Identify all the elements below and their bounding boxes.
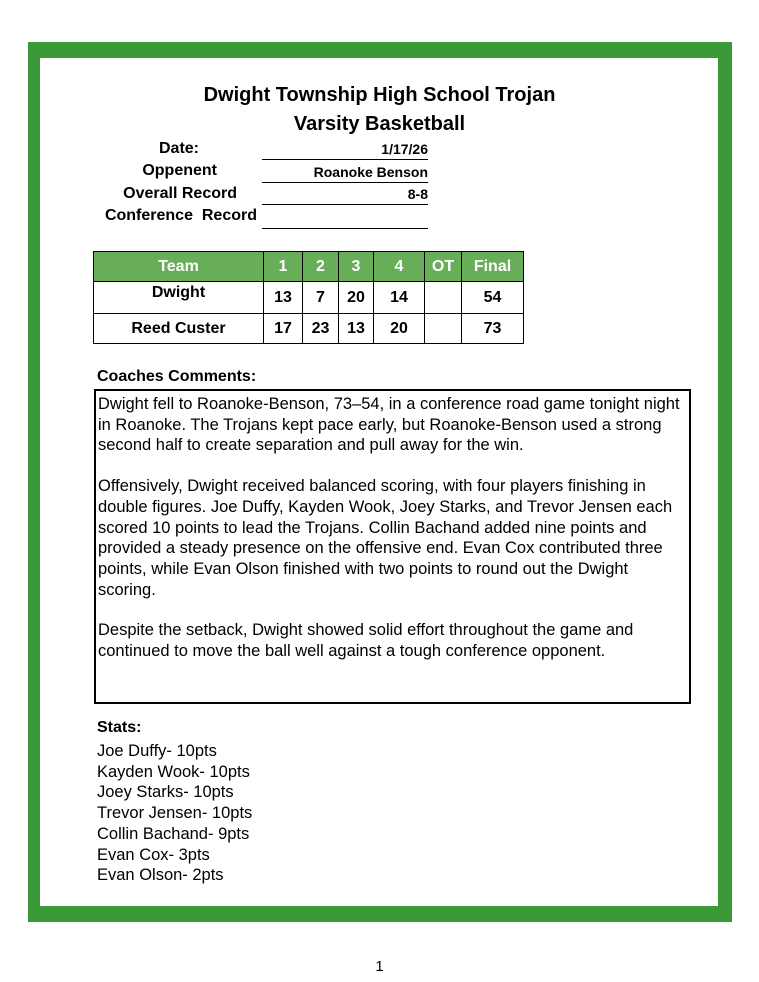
score-q3: 13	[339, 314, 374, 344]
score-final: 73	[462, 314, 524, 344]
title-line-2: Varsity Basketball	[293, 113, 466, 135]
overall-record-label: Overall Record	[123, 185, 237, 202]
overall-record-value: 8-8	[262, 184, 428, 205]
header-final: Final	[462, 252, 524, 282]
stats-list	[97, 741, 252, 886]
team-name: Dwight	[94, 282, 264, 314]
list-item: Joey Starks- 10pts	[97, 783, 234, 802]
title-line-1: Dwight Township High School Trojan	[203, 84, 556, 106]
header-q3: 3	[339, 252, 374, 282]
score-q1: 17	[264, 314, 303, 344]
scoreboard-header-row	[94, 252, 524, 282]
stats-heading: Stats:	[97, 719, 142, 736]
list-item: Kayden Wook- 10pts	[97, 762, 250, 781]
comments-box	[94, 389, 691, 704]
comments-heading: Coaches Comments:	[97, 368, 257, 385]
score-q2: 23	[303, 314, 339, 344]
score-q4: 14	[374, 282, 425, 314]
team-name: Reed Custer	[94, 314, 264, 344]
page-number: 1	[375, 958, 384, 975]
header-q2: 2	[303, 252, 339, 282]
scoreboard-table	[93, 251, 524, 344]
conference-record-label: Conference Record	[104, 207, 257, 224]
conference-record-value	[262, 208, 428, 229]
header-q1: 1	[264, 252, 303, 282]
comment-paragraph: Despite the setback, Dwight showed solid effort throughout the game and continued to move the ball well against a tough conference opponent.	[98, 621, 634, 661]
score-q3: 20	[339, 282, 374, 314]
list-item: Evan Cox- 3pts	[97, 845, 210, 864]
date-label: Date:	[158, 140, 199, 157]
header-team: Team	[94, 252, 264, 282]
comment-paragraph: Dwight fell to Roanoke-Benson, 73–54, in a conference road game tonight night in Roanoke. The Trojans kept pace early, but Roanoke-Benson used a strong second half to create separation and pull away for the win.	[98, 395, 680, 455]
score-q1: 13	[264, 282, 303, 314]
opponent-label: Oppenent	[142, 162, 217, 179]
score-ot	[425, 314, 462, 344]
header-q4: 4	[374, 252, 425, 282]
list-item: Joe Duffy- 10pts	[97, 742, 217, 760]
score-ot	[425, 282, 462, 314]
list-item: Evan Olson- 2pts	[97, 866, 224, 885]
list-item: Collin Bachand- 9pts	[97, 824, 250, 843]
header-ot: OT	[425, 252, 462, 282]
document-title	[0, 81, 759, 139]
table-row	[94, 314, 524, 344]
date-value: 1/17/26	[262, 139, 428, 160]
score-final: 54	[462, 282, 524, 314]
comment-paragraph: Offensively, Dwight received balanced scoring, with four players finishing in double figures. Joe Duffy, Kayden Wook, Joey Starks, and Trevor Jensen each scored 10 points to lead the Trojans. Collin Bachand added nine points and provided a steady presence on the offensive end. Evan Cox contributed three points, while Evan Olson finished with two points to round out the Dwight scoring.	[98, 477, 673, 599]
score-q2: 7	[303, 282, 339, 314]
score-q4: 20	[374, 314, 425, 344]
table-row	[94, 282, 524, 314]
opponent-value: Roanoke Benson	[262, 162, 428, 183]
list-item: Trevor Jensen- 10pts	[97, 804, 253, 823]
